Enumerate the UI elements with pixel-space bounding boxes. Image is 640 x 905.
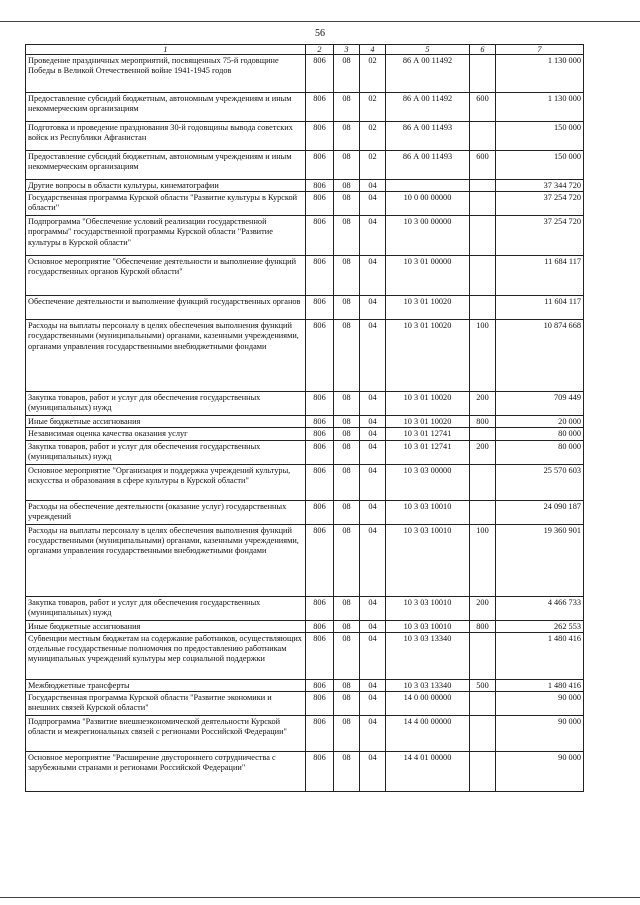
row-target-article: 86 А 00 11493: [386, 122, 470, 151]
table-row: [26, 55, 584, 93]
table-row: [26, 500, 584, 524]
row-expense-type: 100: [470, 524, 496, 596]
row-target-article: 14 4 01 00000: [386, 752, 470, 792]
row-target-article: 10 3 00 00000: [386, 216, 470, 256]
row-subsection: 04: [360, 679, 386, 691]
row-target-article: 10 0 00 00000: [386, 192, 470, 216]
table-row: [26, 632, 584, 679]
row-section: 08: [334, 596, 360, 620]
row-section: 08: [334, 524, 360, 596]
row-expense-type: [470, 55, 496, 93]
row-name: Расходы на обеспечение деятельности (оказание услуг) государственных учреждений: [26, 500, 306, 524]
table-row: [26, 716, 584, 752]
row-amount: 19 360 901: [496, 524, 584, 596]
row-target-article: 86 А 00 11493: [386, 151, 470, 180]
row-subsection: 04: [360, 440, 386, 464]
row-target-article: 10 3 03 13340: [386, 632, 470, 679]
row-target-article: 10 3 01 10020: [386, 320, 470, 392]
budget-table: [25, 44, 584, 792]
row-section: 08: [334, 122, 360, 151]
row-target-article: 10 3 01 12741: [386, 428, 470, 440]
row-section: 08: [334, 296, 360, 320]
row-target-article: 10 3 03 10010: [386, 500, 470, 524]
table-row: [26, 122, 584, 151]
row-expense-type: 100: [470, 320, 496, 392]
row-grbs: 806: [306, 596, 334, 620]
row-grbs: 806: [306, 296, 334, 320]
table-row: [26, 256, 584, 296]
row-grbs: 806: [306, 416, 334, 428]
bottom-rule: [0, 897, 640, 898]
table-row: [26, 428, 584, 440]
row-name: Расходы на выплаты персоналу в целях обеспечения выполнения функций государственными (муниципальными) органами, казенными учреждениями, органами управления государственными внебюджетными фондами: [26, 320, 306, 392]
row-amount: 80 000: [496, 440, 584, 464]
row-section: 08: [334, 180, 360, 192]
column-number: 5: [386, 45, 470, 55]
column-number-row: [26, 45, 584, 55]
row-subsection: 02: [360, 122, 386, 151]
row-section: 08: [334, 464, 360, 500]
row-amount: 11 684 117: [496, 256, 584, 296]
row-amount: 80 000: [496, 428, 584, 440]
row-name: Обеспечение деятельности и выполнение функций государственных органов: [26, 296, 306, 320]
row-expense-type: 800: [470, 620, 496, 632]
column-number: 7: [496, 45, 584, 55]
row-subsection: 04: [360, 716, 386, 752]
row-subsection: 04: [360, 524, 386, 596]
row-section: 08: [334, 620, 360, 632]
row-grbs: 806: [306, 216, 334, 256]
row-section: 08: [334, 440, 360, 464]
table-row: [26, 296, 584, 320]
row-expense-type: 200: [470, 392, 496, 416]
table-row: [26, 151, 584, 180]
row-subsection: 02: [360, 151, 386, 180]
row-expense-type: [470, 464, 496, 500]
row-name: Независимая оценка качества оказания услуг: [26, 428, 306, 440]
row-expense-type: [470, 752, 496, 792]
row-name: Проведение праздничных мероприятий, посвященных 75-й годовщине Победы в Великой Отечественной войне 1941-1945 годов: [26, 55, 306, 93]
row-target-article: 14 4 00 00000: [386, 716, 470, 752]
row-amount: 24 090 187: [496, 500, 584, 524]
row-subsection: 04: [360, 180, 386, 192]
row-expense-type: [470, 632, 496, 679]
row-amount: 1 130 000: [496, 55, 584, 93]
row-amount: 90 000: [496, 716, 584, 752]
row-section: 08: [334, 632, 360, 679]
row-target-article: 10 3 03 00000: [386, 464, 470, 500]
row-expense-type: [470, 192, 496, 216]
table-row: [26, 752, 584, 792]
row-subsection: 04: [360, 428, 386, 440]
row-amount: 150 000: [496, 122, 584, 151]
row-expense-type: [470, 500, 496, 524]
table-row: [26, 416, 584, 428]
row-expense-type: 600: [470, 93, 496, 122]
row-name: Расходы на выплаты персоналу в целях обеспечения выполнения функций государственными (муниципальными) органами, казенными учреждениями, органами управления государственными внебюджетными фондами: [26, 524, 306, 596]
row-section: 08: [334, 192, 360, 216]
row-amount: 150 000: [496, 151, 584, 180]
row-amount: 1 480 416: [496, 632, 584, 679]
row-subsection: 04: [360, 216, 386, 256]
row-name: Подготовка и проведение празднования 30-й годовщины вывода советских войск из Республики Афганистан: [26, 122, 306, 151]
table-row: [26, 192, 584, 216]
row-name: Межбюджетные трансферты: [26, 679, 306, 691]
table-row: [26, 596, 584, 620]
row-section: 08: [334, 428, 360, 440]
row-name: Основное мероприятие "Расширение двустороннего сотрудничества с зарубежными странами и регионами Российской Федерации": [26, 752, 306, 792]
row-section: 08: [334, 500, 360, 524]
row-amount: 709 449: [496, 392, 584, 416]
row-amount: 1 130 000: [496, 93, 584, 122]
row-grbs: 806: [306, 180, 334, 192]
row-target-article: 10 3 01 10020: [386, 296, 470, 320]
row-subsection: 04: [360, 596, 386, 620]
row-expense-type: [470, 122, 496, 151]
row-grbs: 806: [306, 752, 334, 792]
row-subsection: 04: [360, 632, 386, 679]
row-section: 08: [334, 256, 360, 296]
row-name: Основное мероприятие "Обеспечение деятельности и выполнение функций государственных органов Курской области": [26, 256, 306, 296]
row-expense-type: 200: [470, 596, 496, 620]
row-subsection: 04: [360, 320, 386, 392]
row-target-article: 10 3 03 10010: [386, 524, 470, 596]
row-amount: 37 344 720: [496, 180, 584, 192]
row-grbs: 806: [306, 620, 334, 632]
row-section: 08: [334, 55, 360, 93]
row-name: Другие вопросы в области культуры, кинематографии: [26, 180, 306, 192]
row-subsection: 02: [360, 93, 386, 122]
row-section: 08: [334, 392, 360, 416]
row-name: Подпрограмма "Развитие внешнеэкономической деятельности Курской области и межрегиональных связей с регионами Российской Федерации": [26, 716, 306, 752]
row-amount: 4 466 733: [496, 596, 584, 620]
row-expense-type: [470, 296, 496, 320]
row-amount: 10 874 668: [496, 320, 584, 392]
row-target-article: 10 3 01 12741: [386, 440, 470, 464]
row-grbs: 806: [306, 320, 334, 392]
row-name: Закупка товаров, работ и услуг для обеспечения государственных (муниципальных) нужд: [26, 596, 306, 620]
row-grbs: 806: [306, 440, 334, 464]
row-amount: 25 570 603: [496, 464, 584, 500]
column-number: 4: [360, 45, 386, 55]
row-section: 08: [334, 416, 360, 428]
row-name: Иные бюджетные ассигнования: [26, 416, 306, 428]
row-grbs: 806: [306, 524, 334, 596]
row-amount: 20 000: [496, 416, 584, 428]
row-expense-type: [470, 216, 496, 256]
row-subsection: 04: [360, 752, 386, 792]
row-grbs: 806: [306, 192, 334, 216]
table-row: [26, 464, 584, 500]
row-subsection: 04: [360, 256, 386, 296]
table-row: [26, 620, 584, 632]
table-row: [26, 320, 584, 392]
row-section: 08: [334, 151, 360, 180]
table-row: [26, 679, 584, 691]
row-target-article: 10 3 03 10010: [386, 620, 470, 632]
row-grbs: 806: [306, 500, 334, 524]
row-subsection: 04: [360, 192, 386, 216]
row-target-article: 86 А 00 11492: [386, 55, 470, 93]
row-amount: 37 254 720: [496, 216, 584, 256]
row-name: Предоставление субсидий бюджетным, автономным учреждениям и иным некоммерческим организациям: [26, 151, 306, 180]
top-rule: [0, 21, 640, 22]
row-expense-type: [470, 692, 496, 716]
row-target-article: 10 3 03 13340: [386, 679, 470, 691]
row-section: 08: [334, 93, 360, 122]
row-expense-type: [470, 716, 496, 752]
row-grbs: 806: [306, 392, 334, 416]
row-name: Субвенции местным бюджетам на содержание работников, осуществляющих отдельные государственные полномочия по предоставлению работникам муниципальных учреждений культуры мер социальной поддержки: [26, 632, 306, 679]
row-amount: 37 254 720: [496, 192, 584, 216]
row-grbs: 806: [306, 122, 334, 151]
row-expense-type: [470, 428, 496, 440]
row-section: 08: [334, 216, 360, 256]
row-grbs: 806: [306, 151, 334, 180]
row-target-article: 10 3 03 10010: [386, 596, 470, 620]
row-section: 08: [334, 679, 360, 691]
row-subsection: 04: [360, 692, 386, 716]
row-section: 08: [334, 320, 360, 392]
row-target-article: 10 3 01 00000: [386, 256, 470, 296]
table-row: [26, 180, 584, 192]
row-grbs: 806: [306, 55, 334, 93]
row-name: Закупка товаров, работ и услуг для обеспечения государственных (муниципальных) нужд: [26, 440, 306, 464]
table-row: [26, 392, 584, 416]
row-name: Закупка товаров, работ и услуг для обеспечения государственных (муниципальных) нужд: [26, 392, 306, 416]
table-row: [26, 216, 584, 256]
row-amount: 90 000: [496, 752, 584, 792]
row-subsection: 04: [360, 296, 386, 320]
row-name: Иные бюджетные ассигнования: [26, 620, 306, 632]
row-grbs: 806: [306, 256, 334, 296]
row-grbs: 806: [306, 464, 334, 500]
row-section: 08: [334, 692, 360, 716]
row-expense-type: 200: [470, 440, 496, 464]
row-section: 08: [334, 752, 360, 792]
row-name: Государственная программа Курской области "Развитие экономики и внешних связей Курской области": [26, 692, 306, 716]
row-subsection: 04: [360, 620, 386, 632]
row-section: 08: [334, 716, 360, 752]
column-number: 6: [470, 45, 496, 55]
row-target-article: 10 3 01 10020: [386, 416, 470, 428]
row-amount: 1 480 416: [496, 679, 584, 691]
row-grbs: 806: [306, 679, 334, 691]
row-subsection: 04: [360, 500, 386, 524]
row-subsection: 04: [360, 464, 386, 500]
row-grbs: 806: [306, 632, 334, 679]
row-target-article: 10 3 01 10020: [386, 392, 470, 416]
row-grbs: 806: [306, 692, 334, 716]
row-target-article: 14 0 00 00000: [386, 692, 470, 716]
page-number: 56: [315, 28, 325, 39]
row-expense-type: [470, 180, 496, 192]
table-row: [26, 93, 584, 122]
column-number: 1: [26, 45, 306, 55]
row-name: Основное мероприятие "Организация и поддержка учреждений культуры, искусства и образования в сфере культуры в Курской области": [26, 464, 306, 500]
row-grbs: 806: [306, 716, 334, 752]
row-expense-type: 500: [470, 679, 496, 691]
row-subsection: 02: [360, 55, 386, 93]
column-number: 2: [306, 45, 334, 55]
row-target-article: [386, 180, 470, 192]
table-row: [26, 524, 584, 596]
row-target-article: 86 А 00 11492: [386, 93, 470, 122]
row-expense-type: 800: [470, 416, 496, 428]
row-expense-type: [470, 256, 496, 296]
row-subsection: 04: [360, 392, 386, 416]
row-amount: 11 604 117: [496, 296, 584, 320]
row-grbs: 806: [306, 428, 334, 440]
row-subsection: 04: [360, 416, 386, 428]
row-grbs: 806: [306, 93, 334, 122]
table-row: [26, 692, 584, 716]
row-amount: 90 000: [496, 692, 584, 716]
column-number: 3: [334, 45, 360, 55]
row-amount: 262 553: [496, 620, 584, 632]
row-name: Предоставление субсидий бюджетным, автономным учреждениям и иным некоммерческим организациям: [26, 93, 306, 122]
row-name: Государственная программа Курской области "Развитие культуры в Курской области": [26, 192, 306, 216]
row-name: Подпрограмма "Обеспечение условий реализации государственной программы" государственной программы Курской области "Развитие культуры в Курской области": [26, 216, 306, 256]
table-row: [26, 440, 584, 464]
row-expense-type: 600: [470, 151, 496, 180]
